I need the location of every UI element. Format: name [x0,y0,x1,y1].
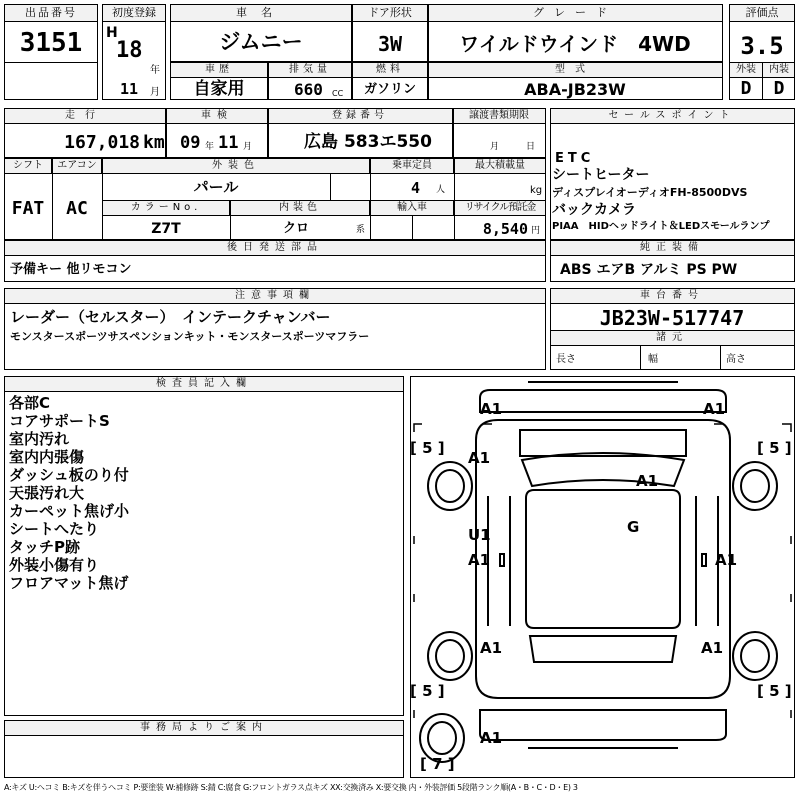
aircon-label: エアコン [57,160,97,171]
mark-rear-right-quarter: A1 [701,639,724,657]
tire-front-left-inner [436,470,464,502]
mark-rear-left-quarter: A1 [480,639,503,657]
inspector-note: 室内内張傷 [9,448,85,466]
door-type: 3W [377,32,403,56]
color-no: Z7T [151,221,181,237]
chassis-label: 車台番号 [640,290,704,301]
sales-point-item: ディスプレイオーディオFH-8500DVS [552,186,748,199]
kei-unit: 系 [356,225,366,235]
genuine-label: 純正装備 [640,242,704,253]
grade: ワイルドウインド 4WD [459,32,691,56]
chassis-number: JB23W-517747 [599,306,745,330]
note-line: モンスタースポーツサスペンションキット・モンスタースポーツマフラー [10,330,370,343]
lot-number: 3151 [19,28,83,58]
inspector-note: カーペット焦げ小 [9,502,130,520]
lot-header-label: 出品番号 [25,6,77,19]
divider [640,346,641,370]
grade-label: グレード [533,6,617,19]
inspector-note: タッチP跡 [9,538,80,556]
model-name-label: 車名 [236,6,286,19]
model-name: ジムニー [219,30,303,54]
mark-right-door: A1 [715,551,738,569]
reg-no-label: 登録番号 [332,110,388,121]
legend: A:キズ U:ヘコミ B:キズを伴うヘコミ P:要塗装 W:補修跡 S:錆 C:腐食 G:フロントガラス点キズ XX:交換済み X:要交換 内・外装評価 5段階ランク順(A・B・C・D・E) 3 [4,783,578,792]
tire-brackets [414,424,791,718]
tire-spare-tread: [ 7 ] [420,755,455,773]
capacity-label: 乗車定員 [392,160,432,171]
rear-bumper [480,710,726,748]
inspector-note: 各部C [9,394,51,412]
mark-roof: G [627,518,640,536]
door-label: ドア形状 [368,6,412,19]
sales-point-item: バックカメラ [552,202,636,218]
fuel: ガソリン [363,82,417,97]
shift-label: シフト [13,160,43,171]
inspection-label: 車検 [201,110,233,121]
tire-spare-value: 7 [432,755,443,773]
divider [454,158,455,240]
front-bumper [480,382,726,412]
tire-rear-right-value: 5 [769,682,780,700]
tire-front-right-inner [741,470,769,502]
month-unit: 月 [150,87,160,98]
kg-unit: kg [530,185,543,196]
km-unit: km [143,132,165,153]
inspector-note: ダッシュ板のり付 [9,466,129,484]
divider [370,158,371,200]
transfer-label: 譲渡書類期限 [469,110,529,121]
sales-point-item: ETC [555,151,595,166]
inspector-note: シートへたり [9,520,100,538]
divider [412,216,413,240]
exterior-grade: D [740,78,752,99]
interior-grade: D [773,78,785,99]
length-label: 長さ [556,354,576,365]
recycle-label: リサイクル預託金 [464,202,536,213]
aircon: AC [66,198,88,219]
int-color-label: 内装色 [279,202,321,213]
divider [762,62,763,100]
divider [4,62,98,63]
mark-left-door-dent: U1 [468,526,491,544]
max-load-label: 最大積載量 [475,160,525,171]
first-reg-label: 初度登録 [112,6,156,19]
ext-color: パール [193,178,239,196]
era: H [106,25,118,41]
score: 3.5 [740,32,784,60]
tire-rear-left-tread: [ 5 ] [410,682,445,700]
notes-label: 注意事項欄 [235,290,315,301]
divider [720,346,721,370]
tire-front-right-tread: [ 5 ] [757,439,792,457]
int-color: クロ [282,221,310,236]
color-no-label: カラーNo. [130,202,202,213]
insp-month: 11 [218,133,239,153]
inspector-note: 室内汚れ [9,430,70,448]
reg-year: 18 [116,38,143,63]
divider [370,200,371,240]
insp-year-unit: 年 [205,142,215,152]
tire-rear-right-tread: [ 5 ] [757,682,792,700]
inspector-note: フロアマット焦げ [9,574,129,592]
interior-label: 内装 [769,64,789,75]
exterior-label: 外装 [736,64,756,75]
displacement: 660 [294,80,323,99]
later-parts-label: 後日発送部品 [227,242,323,253]
capacity: 4 [411,179,421,197]
mark-front-left-fender: A1 [468,449,491,467]
mark-front-right-bumper: A1 [703,400,726,418]
right-door-handle [702,554,706,566]
model-code: ABA-JB23W [524,80,626,99]
inspector-label: 検査員記入欄 [156,378,252,389]
mark-rear-bumper: A1 [480,729,503,747]
transfer-month-unit: 月 [490,142,500,152]
body-outline [476,420,730,698]
tire-front-left-tread: [ 5 ] [410,439,445,457]
rear-window [530,636,676,662]
height-label: 高さ [726,354,746,365]
specs-label: 諸元 [656,332,688,343]
tire-rear-right-inner [741,640,769,672]
car-diagram [410,376,795,778]
tire-rear-left-value: 5 [422,682,433,700]
note-line: レーダー（セルスター） インテークチャンバー [10,308,331,326]
inspector-note: 外装小傷有り [9,556,100,574]
left-door-handle [500,554,504,566]
divider [230,200,231,240]
recycle: 8,540 [482,220,528,238]
model-code-label: 型式 [555,64,595,75]
sales-point-item: シートヒーター [552,167,650,183]
fuel-label: 燃料 [376,64,404,75]
inspector-note: 天張汚れ大 [9,484,85,502]
tire-spare-inner [428,722,456,754]
roof [526,490,680,628]
divider [52,158,53,240]
later-parts: 予備キー 他リモコン [10,262,132,277]
windshield [522,453,684,486]
mark-front-left-bumper: A1 [480,400,503,418]
history: 自家用 [193,79,245,99]
cc-unit: CC [332,89,344,98]
yen-unit: 円 [531,226,541,236]
office-label: 事務局よりご案内 [140,722,268,733]
inspector-note: コアサポートS [9,412,110,430]
score-label: 評価点 [745,6,779,19]
capacity-unit: 人 [436,185,446,195]
mileage: 167,018 [64,132,140,153]
genuine-equipment: ABS エアB アルミ PS PW [560,262,738,278]
width-label: 幅 [648,354,658,365]
ext-color-label: 外装色 [212,160,260,171]
sales-point-item: PIAA HIDヘッドライト＆LEDスモールランプ [552,221,770,232]
mileage-label: 走行 [65,110,105,121]
insp-year: 09 [180,133,201,153]
history-label: 車歴 [205,64,233,75]
tire-rear-left-inner [436,640,464,672]
mark-hood: A1 [636,472,659,490]
sales-point-label: セールスポイント [608,110,736,121]
year-unit: 年 [150,65,160,76]
displacement-label: 排気量 [289,64,331,75]
divider [330,174,331,200]
reg-month: 11 [120,80,139,98]
insp-month-unit: 月 [243,142,253,152]
tire-front-right-value: 5 [769,439,780,457]
reg-no: 広島 583エ550 [304,132,432,152]
mark-left-door: A1 [468,551,491,569]
transfer-day-unit: 日 [526,142,536,152]
tire-front-left-value: 5 [422,439,433,457]
import-label: 輸入車 [397,202,427,213]
inspector-notes-list [9,394,399,592]
shift: FAT [11,198,45,219]
